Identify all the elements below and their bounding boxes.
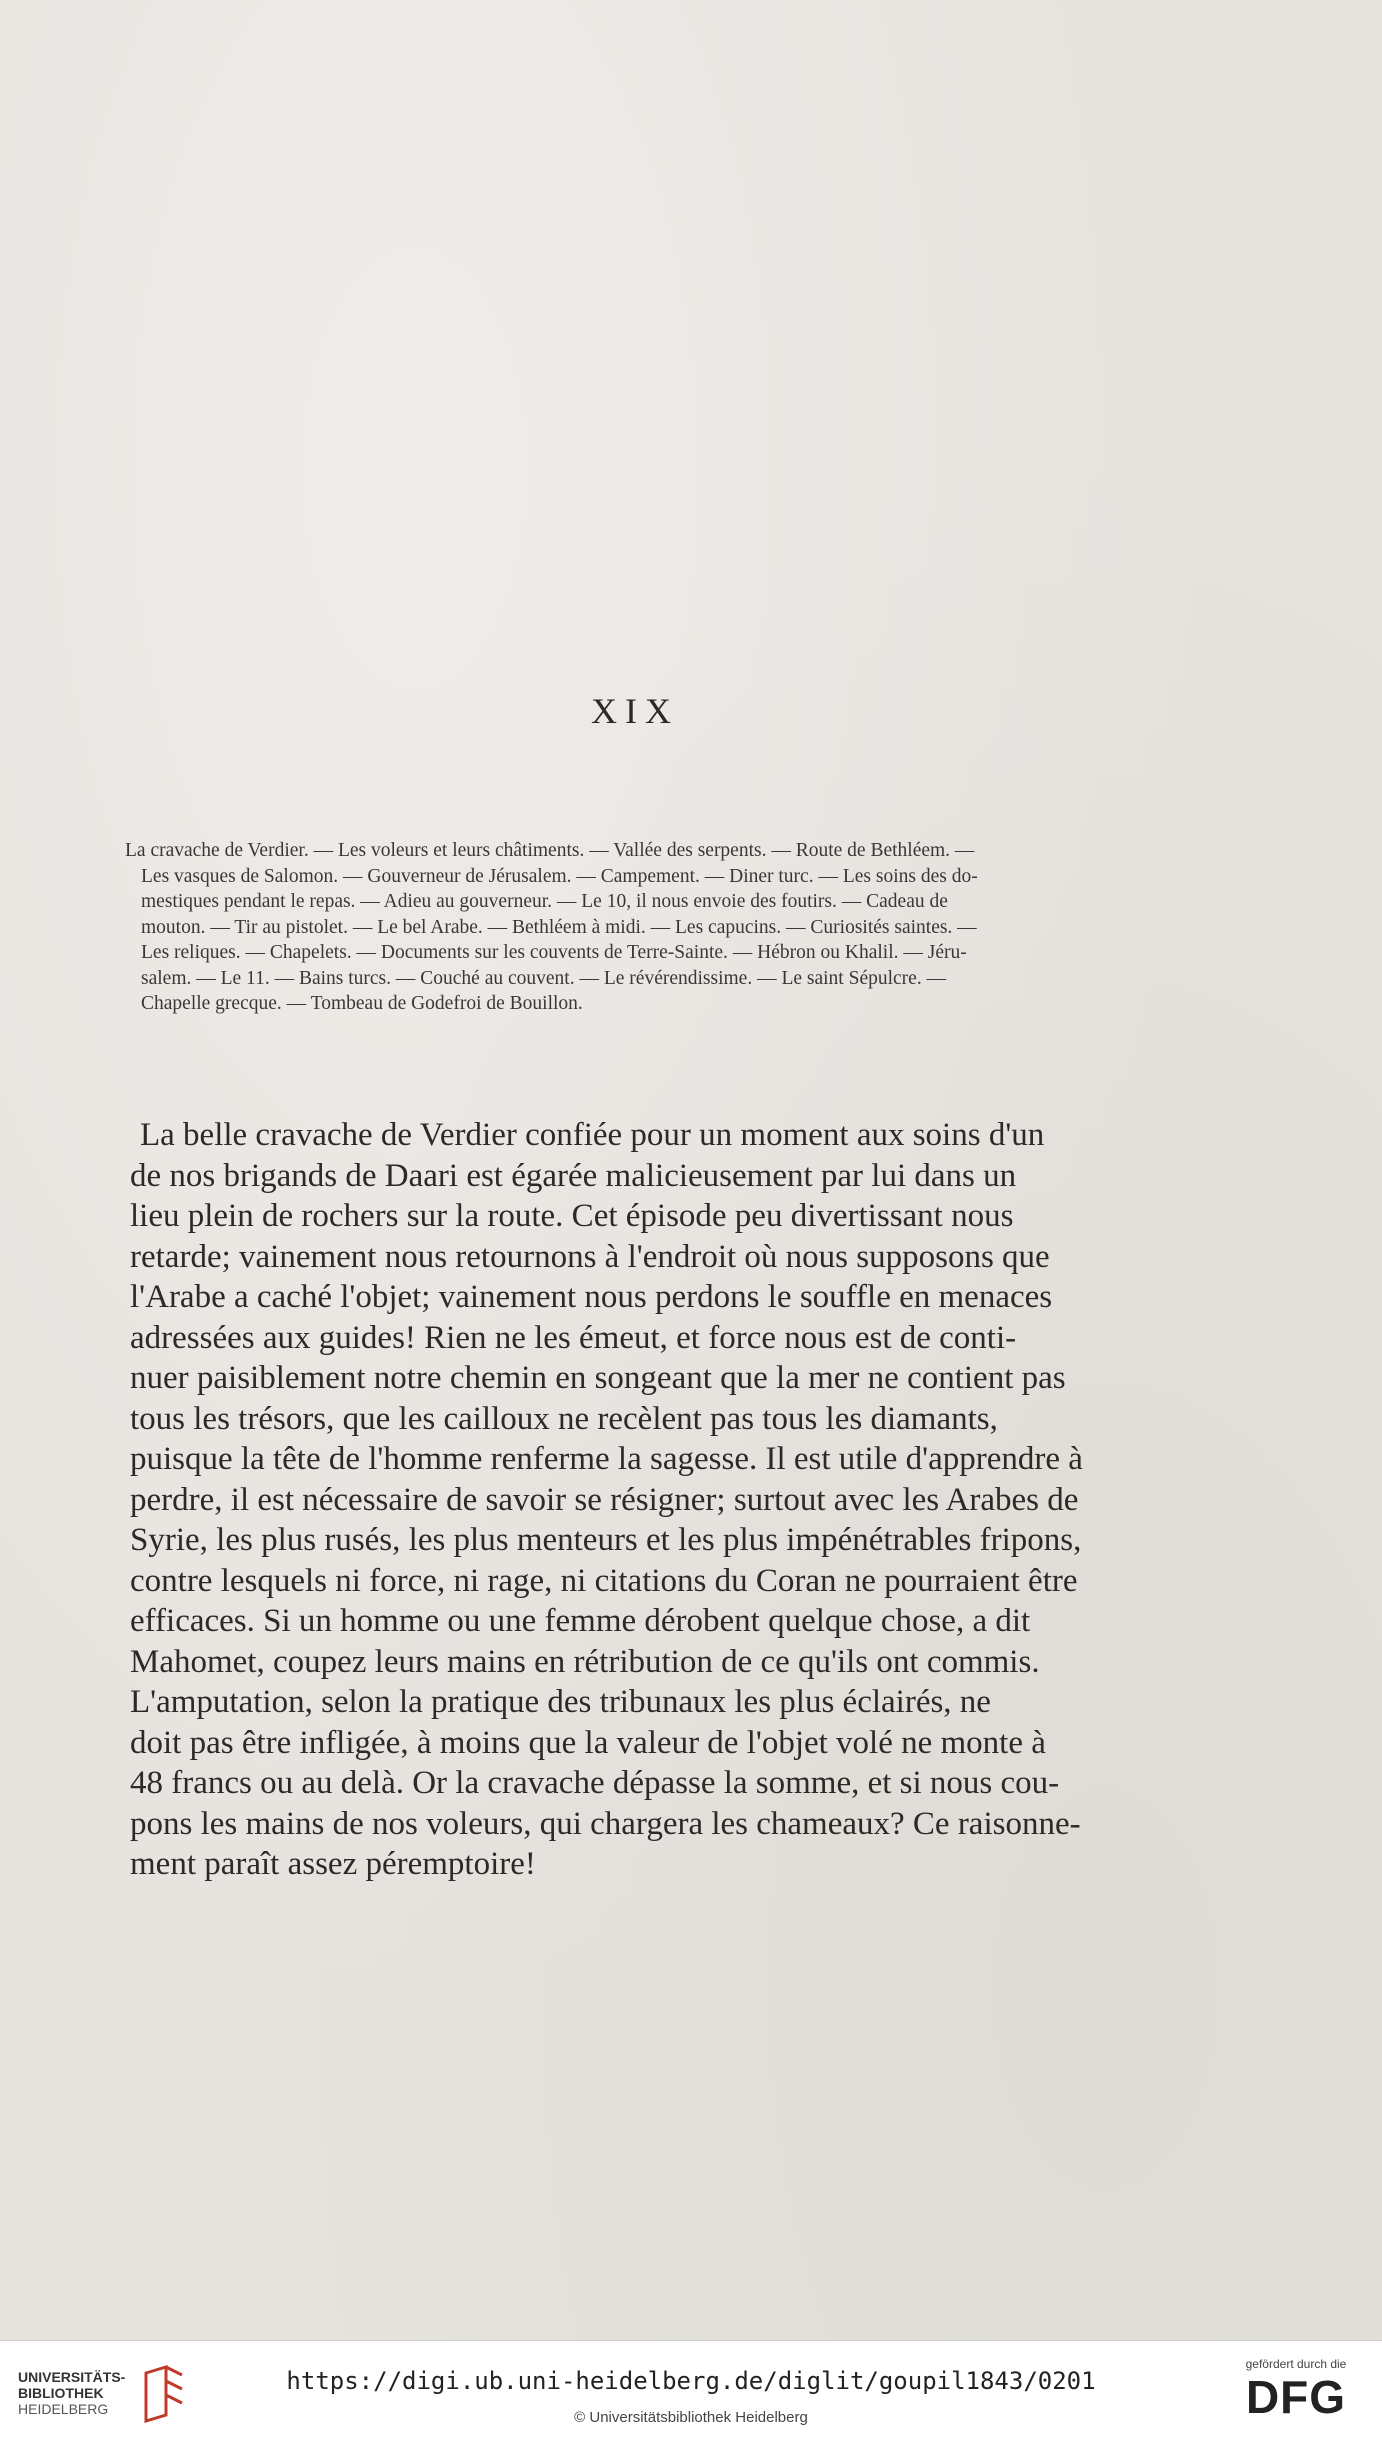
summary-line: Chapelle grecque. — Tombeau de Godefroi de Bouillon. bbox=[141, 993, 583, 1014]
dfg-logo-icon: DFG bbox=[1245, 2371, 1347, 2423]
library-name-line: HEIDELBERG bbox=[18, 2401, 109, 2417]
chapter-number: XIX bbox=[591, 691, 679, 731]
body-line: 48 francs ou au delà. Or la cravache dépasse la somme, et si nous cou- bbox=[130, 1765, 1060, 1801]
body-line: La belle cravache de Verdier confiée pour un moment aux soins d'un bbox=[140, 1117, 1045, 1153]
funder-caption: gefördert durch die bbox=[1245, 2357, 1347, 2371]
chapter-summary bbox=[125, 838, 1150, 1017]
body-line: L'amputation, selon la pratique des tribunaux les plus éclairés, ne bbox=[130, 1684, 991, 1720]
library-name-line: BIBLIOTHEK bbox=[18, 2385, 104, 2401]
body-line: puisque la tête de l'homme renferme la sagesse. Il est utile d'apprendre à bbox=[130, 1441, 1083, 1477]
body-line: retarde; vainement nous retournons à l'endroit où nous supposons que bbox=[130, 1238, 1050, 1275]
viewer-footer bbox=[0, 2340, 1382, 2442]
copyright-notice: © Universitätsbibliothek Heidelberg bbox=[574, 2409, 808, 2426]
body-line: doit pas être infligée, à moins que la valeur de l'objet volé ne monte à bbox=[130, 1724, 1046, 1761]
summary-line: La cravache de Verdier. — Les voleurs et leurs châtiments. — Vallée des serpents. — Route de Bethléem. — bbox=[125, 840, 975, 861]
body-line: ment paraît assez péremptoire! bbox=[130, 1846, 536, 1882]
body-line: adressées aux guides! Rien ne les émeut, et force nous est de conti- bbox=[130, 1319, 1017, 1356]
body-line: de nos brigands de Daari est égarée malicieusement par lui dans un bbox=[130, 1157, 1017, 1194]
summary-line: Les vasques de Salomon. — Gouverneur de Jérusalem. — Campement. — Diner turc. — Les soins des do- bbox=[141, 865, 978, 887]
permalink-url[interactable]: https://digi.ub.uni-heidelberg.de/diglit/goupil1843/0201 bbox=[286, 2367, 1096, 2395]
body-line: efficaces. Si un homme ou une femme dérobent quelque chose, a dit bbox=[130, 1603, 1031, 1639]
body-line: tous les trésors, que les cailloux ne recèlent pas tous les diamants, bbox=[130, 1400, 998, 1437]
body-line: perdre, il est nécessaire de savoir se résigner; surtout avec les Arabes de bbox=[130, 1481, 1079, 1518]
body-line: lieu plein de rochers sur la route. Cet épisode peu divertissant nous bbox=[130, 1198, 1014, 1234]
summary-line: mouton. — Tir au pistolet. — Le bel Arabe. — Bethléem à midi. — Les capucins. — Curiosités saintes. — bbox=[141, 916, 977, 938]
body-line: pons les mains de nos voleurs, qui chargera les chameaux? Ce raisonne- bbox=[130, 1805, 1081, 1842]
body-line: Mahomet, coupez leurs mains en rétribution de ce qu'ils ont commis. bbox=[130, 1643, 1040, 1680]
funder-logo[interactable] bbox=[1236, 2357, 1356, 2421]
library-name-line: UNIVERSITÄTS- bbox=[18, 2369, 126, 2385]
summary-line: mestiques pendant le repas. — Adieu au gouverneur. — Le 10, il nous envoie des foutirs. — Cadeau de bbox=[141, 891, 948, 912]
body-paragraph bbox=[130, 1115, 1150, 1885]
summary-line: salem. — Le 11. — Bains turcs. — Couché au couvent. — Le révérendissime. — Le saint Sépulcre. — bbox=[141, 967, 947, 989]
body-line: l'Arabe a caché l'objet; vainement nous perdons le souffle en menaces bbox=[130, 1279, 1053, 1315]
body-line: contre lesquels ni force, ni rage, ni citations du Coran ne pourraient être bbox=[130, 1562, 1078, 1599]
body-line: nuer paisiblement notre chemin en songeant que la mer ne contient pas bbox=[130, 1360, 1066, 1396]
body-line: Syrie, les plus rusés, les plus menteurs et les plus impénétrables fripons, bbox=[130, 1522, 1082, 1558]
summary-line: Les reliques. — Chapelets. — Documents sur les couvents de Terre-Sainte. — Hébron ou Khalil. — Jéru- bbox=[141, 942, 967, 963]
